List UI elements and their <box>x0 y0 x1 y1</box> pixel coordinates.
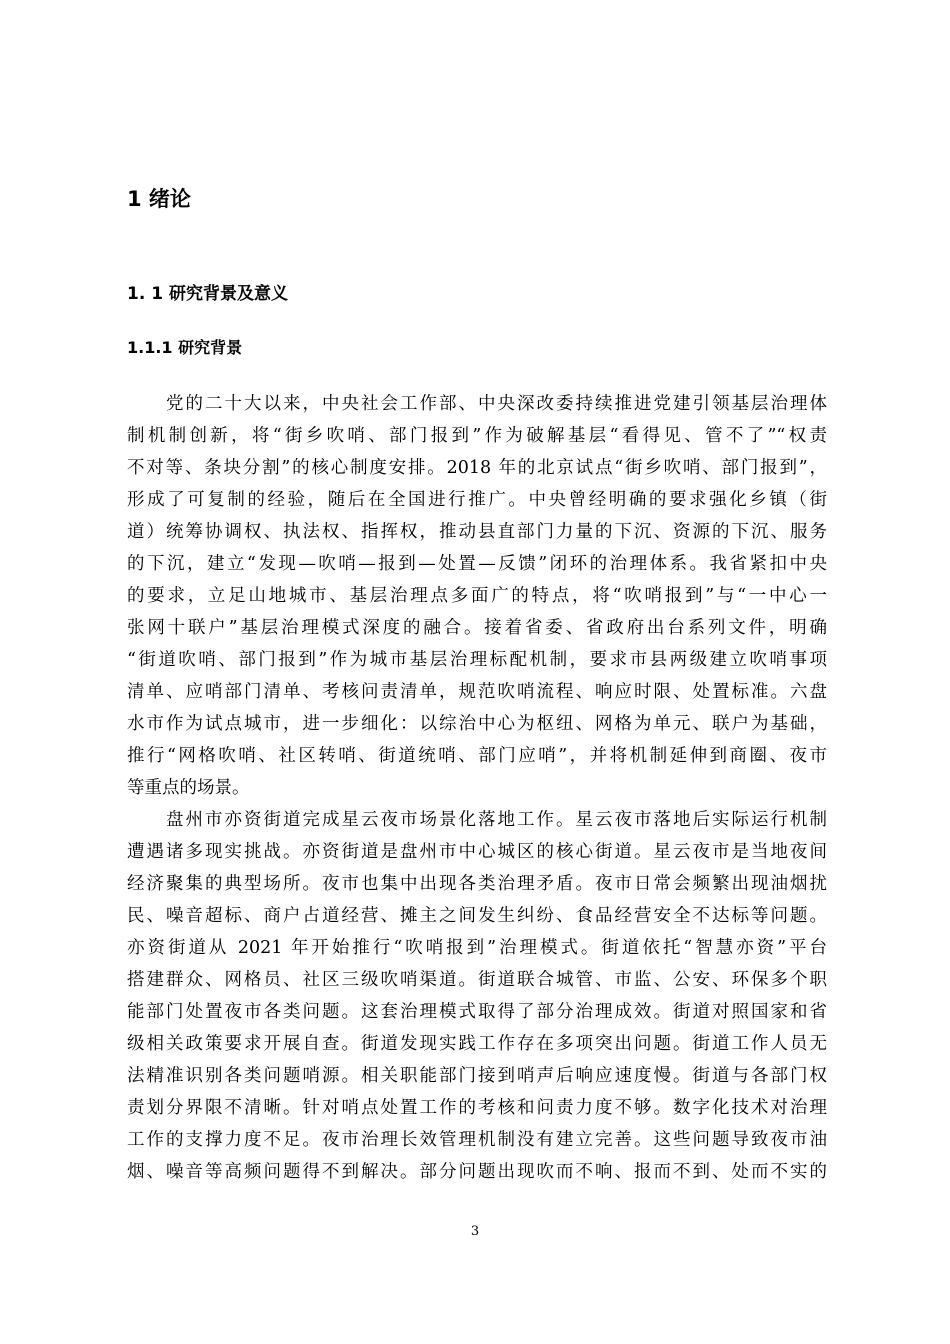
chapter-title: 1 绪论 <box>127 187 191 211</box>
page-number: 3 <box>470 1224 480 1239</box>
paragraph-line: 的要求，立足山地城市、基层治理点多面广的特点，将“吹哨报到”与“一中心一 <box>127 586 827 606</box>
paragraph-line: 责划分界限不清晰。针对哨点处置工作的考核和问责力度不够。数字化技术对治理 <box>127 1098 827 1118</box>
paragraph-line: 等重点的场景。 <box>127 778 250 798</box>
paragraph-line: “街道吹哨、部门报到”作为城市基层治理标配机制，要求市县两级建立吹哨事项 <box>127 650 827 670</box>
paragraph-line: 遭遇诸多现实挑战。亦资街道是盘州市中心城区的核心街道。星云夜市是当地夜间 <box>127 842 827 862</box>
paragraph-line: 道）统筹协调权、执法权、指挥权，推动县直部门力量的下沉、资源的下沉、服务 <box>127 522 827 542</box>
paragraph-2 <box>127 804 827 1188</box>
body-text <box>127 388 827 1188</box>
paragraph-1 <box>127 388 827 804</box>
paragraph-line: 党的二十大以来，中央社会工作部、中央深改委持续推进党建引领基层治理体 <box>127 394 827 414</box>
paragraph-line: 能部门处置夜市各类问题。这套治理模式取得了部分治理成效。街道对照国家和省 <box>127 1002 827 1022</box>
paragraph-line: 烟、噪音等高频问题得不到解决。部分问题出现吹而不响、报而不到、处而不实的 <box>127 1162 827 1182</box>
paragraph-line: 级相关政策要求开展自查。街道发现实践工作存在多项突出问题。街道工作人员无 <box>127 1034 827 1054</box>
paragraph-line: 法精准识别各类问题哨源。相关职能部门接到哨声后响应速度慢。街道与各部门权 <box>127 1066 827 1086</box>
paragraph-line: 搭建群众、网格员、社区三级吹哨渠道。街道联合城管、市监、公安、环保多个职 <box>127 970 827 990</box>
paragraph-line: 亦资街道从 2021 年开始推行“吹哨报到”治理模式。街道依托“智慧亦资”平台 <box>127 938 827 958</box>
paragraph-line: 水市作为试点城市，进一步细化：以综治中心为枢纽、网格为单元、联户为基础， <box>127 714 827 734</box>
subsection-title: 1.1.1 研究背景 <box>127 338 243 357</box>
paragraph-line: 经济聚集的典型场所。夜市也集中出现各类治理矛盾。夜市日常会频繁出现油烟扰 <box>127 874 827 894</box>
paragraph-line: 的下沉，建立“发现—吹哨—报到—处置—反馈”闭环的治理体系。我省紧扣中央 <box>127 554 827 574</box>
paragraph-line: 工作的支撑力度不足。夜市治理长效管理机制没有建立完善。这些问题导致夜市油 <box>127 1130 827 1150</box>
paragraph-line: 盘州市亦资街道完成星云夜市场景化落地工作。星云夜市落地后实际运行机制 <box>127 810 827 830</box>
paragraph-line: 民、噪音超标、商户占道经营、摊主之间发生纠纷、食品经营安全不达标等问题。 <box>127 906 827 926</box>
paragraph-line: 张网十联户”基层治理模式深度的融合。接着省委、省政府出台系列文件，明确 <box>127 618 827 638</box>
paragraph-line: 清单、应哨部门清单、考核问责清单，规范吹哨流程、响应时限、处置标准。六盘 <box>127 682 827 702</box>
section-title: 1. 1 研究背景及意义 <box>127 284 288 304</box>
paragraph-line: 形成了可复制的经验，随后在全国进行推广。中央曾经明确的要求强化乡镇（街 <box>127 490 827 510</box>
paragraph-line: 推行“网格吹哨、社区转哨、街道统哨、部门应哨”，并将机制延伸到商圈、夜市 <box>127 746 827 766</box>
paragraph-line: 不对等、条块分割”的核心制度安排。2018 年的北京试点“街乡吹哨、部门报到”， <box>127 458 827 478</box>
paragraph-line: 制机制创新，将“街乡吹哨、部门报到”作为破解基层“看得见、管不了”“权责 <box>127 426 827 446</box>
